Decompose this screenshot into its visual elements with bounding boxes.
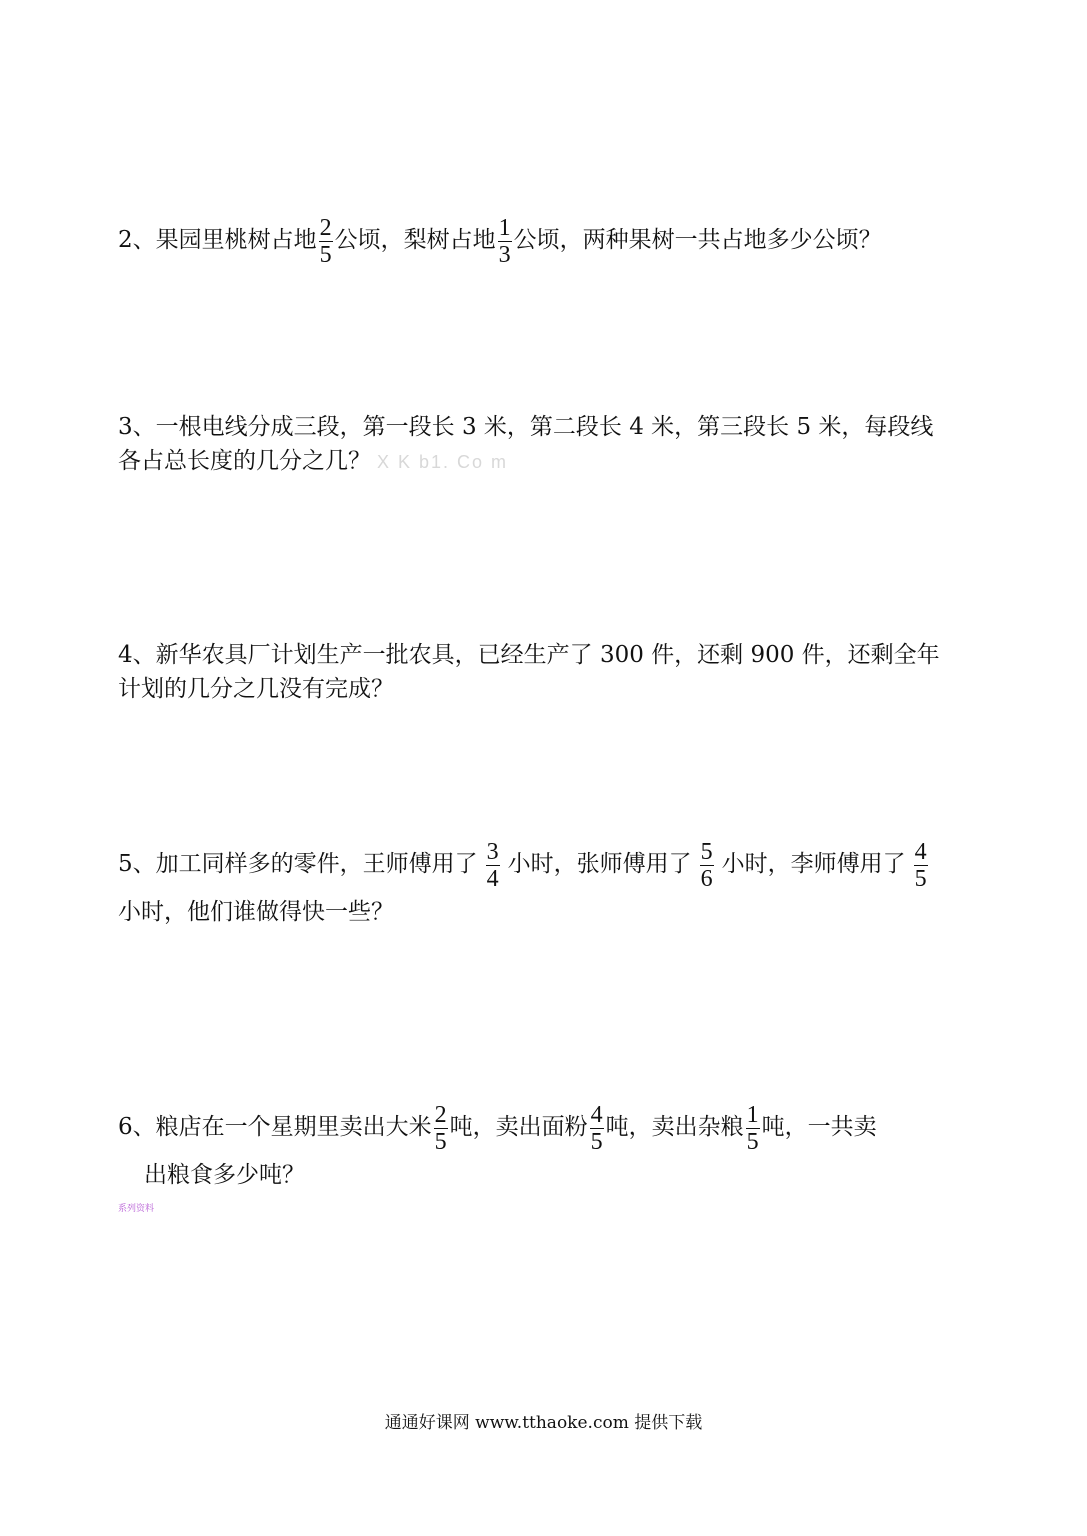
question-5-text-c: 小时，李师傅用了 — [721, 851, 906, 877]
question-3 — [118, 410, 978, 478]
series-materials-link[interactable]: 系列资料 — [118, 1204, 155, 1214]
page-footer: 通通好课网 www.tthaoke.com 提供下载 — [384, 1413, 703, 1433]
question-6-text-c: 吨，卖出杂粮 — [605, 1114, 744, 1140]
fraction — [914, 839, 928, 892]
fraction-numerator: 4 — [590, 1101, 603, 1128]
question-4 — [118, 638, 978, 706]
fraction-numerator: 2 — [434, 1101, 447, 1128]
fraction — [700, 839, 714, 892]
fraction — [498, 215, 512, 268]
fraction-denominator: 3 — [498, 241, 511, 268]
fraction-numerator: 1 — [498, 214, 511, 241]
fraction-denominator: 6 — [700, 865, 713, 892]
fraction-denominator: 5 — [434, 1128, 447, 1155]
watermark: X K b1. Co m — [377, 452, 509, 472]
question-3-line-1: 3、一根电线分成三段，第一段长 3 米，第二段长 4 米，第三段长 5 米，每段线 — [118, 414, 934, 440]
fraction-numerator: 3 — [486, 838, 499, 865]
question-4-line-1: 4、新华农具厂计划生产一批农具，已经生产了 300 件，还剩 900 件，还剩全年 — [118, 642, 940, 668]
question-5-text-b: 小时，张师傅用了 — [507, 851, 692, 877]
fraction — [746, 1102, 760, 1155]
fraction-denominator: 5 — [590, 1128, 603, 1155]
question-5-line-2: 小时，他们谁做得快一些？ — [118, 899, 394, 925]
question-2 — [118, 210, 978, 270]
fraction-denominator: 5 — [746, 1128, 759, 1155]
fraction-numerator: 5 — [700, 838, 713, 865]
question-6-text-a: 6、粮店在一个星期里卖出大米 — [118, 1114, 432, 1140]
fraction — [319, 215, 333, 268]
fraction-denominator: 5 — [319, 241, 332, 268]
question-6-line-2: 出粮食多少吨？ — [144, 1162, 305, 1188]
question-6 — [118, 1096, 978, 1192]
question-3-line-2: 各占总长度的几分之几？ — [118, 448, 371, 474]
question-2-text-b: 公顷，梨树占地 — [334, 227, 496, 253]
fraction — [434, 1102, 448, 1155]
question-2-text-c: 公顷，两种果树一共占地多少公顷？ — [513, 227, 882, 253]
fraction-numerator: 2 — [319, 214, 332, 241]
fraction-denominator: 4 — [486, 865, 499, 892]
question-2-text-a: 2、果园里桃树占地 — [118, 227, 317, 253]
question-5 — [118, 833, 978, 929]
question-5-text-a: 5、加工同样多的零件，王师傅用了 — [118, 851, 478, 877]
question-6-text-b: 吨，卖出面粉 — [449, 1114, 588, 1140]
fraction-numerator: 4 — [914, 838, 927, 865]
fraction-denominator: 5 — [914, 865, 927, 892]
fraction-numerator: 1 — [746, 1101, 759, 1128]
question-6-text-d: 吨，一共卖 — [761, 1114, 877, 1140]
fraction — [590, 1102, 604, 1155]
question-4-line-2: 计划的几分之几没有完成？ — [118, 676, 394, 702]
fraction — [486, 839, 500, 892]
